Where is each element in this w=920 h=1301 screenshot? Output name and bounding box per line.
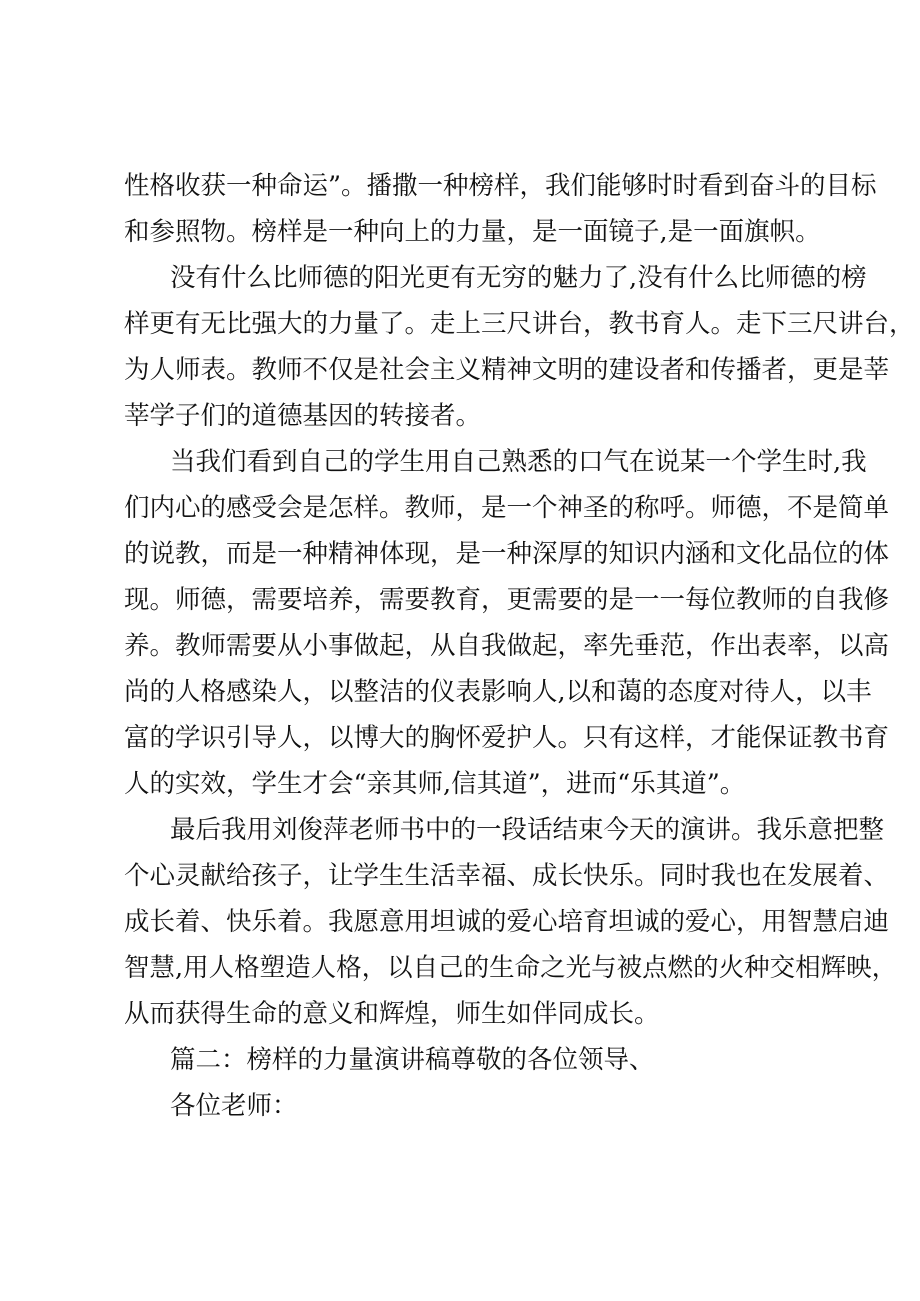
section-heading-line: 篇二：榜样的力量演讲稿尊敬的各位领导、 bbox=[170, 1045, 655, 1075]
text-line-10: 现。师德，需要培养，需要教育，更需要的是一一每位教师的自我修 bbox=[124, 585, 890, 615]
text-line-13: 富的学识引导人，以博大的胸怀爱护人。只有这样，才能保证教书育 bbox=[124, 723, 890, 753]
text-line-4: 样更有无比强大的力量了。走上三尺讲台，教书育人。走下三尺讲台， bbox=[124, 309, 915, 339]
text-line-11: 养。教师需要从小事做起，从自我做起，率先垂范，作出表率，以高 bbox=[124, 631, 890, 661]
text-line-6: 莘学子们的道德基因的转接者。 bbox=[124, 401, 482, 431]
text-line-12: 尚的人格感染人，以整洁的仪表影响人,以和蔼的态度对待人，以丰 bbox=[124, 677, 872, 707]
text-line-5: 为人师表。教师不仅是社会主义精神文明的建设者和传播者，更是莘 bbox=[124, 355, 890, 385]
salutation-line: 各位老师： bbox=[170, 1091, 298, 1121]
text-line-14: 人的实效，学生才会“亲其师,信其道”，进而“乐其道”。 bbox=[124, 769, 746, 799]
text-line-19: 从而获得生命的意义和辉煌，师生如伴同成长。 bbox=[124, 999, 660, 1029]
text-line-1: 性格收获一种命运”。播撒一种榜样，我们能够时时看到奋斗的目标 bbox=[124, 171, 877, 201]
paragraph-start-line: 没有什么比师德的阳光更有无穷的魅力了,没有什么比师德的榜 bbox=[170, 263, 867, 293]
text-line-17: 成长着、快乐着。我愿意用坦诚的爱心培育坦诚的爱心，用智慧启迪 bbox=[124, 907, 890, 937]
paragraph-start-line: 最后我用刘俊萍老师书中的一段话结束今天的演讲。我乐意把整 bbox=[170, 815, 885, 845]
text-line-8: 们内心的感受会是怎样。教师，是一个神圣的称呼。师德，不是简单 bbox=[124, 493, 890, 523]
text-line-18: 智慧,用人格塑造人格，以自己的生命之光与被点燃的火种交相辉映， bbox=[124, 953, 898, 983]
text-line-16: 个心灵献给孩子，让学生生活幸福、成长快乐。同时我也在发展着、 bbox=[124, 861, 890, 891]
paragraph-start-line: 当我们看到自己的学生用自己熟悉的口气在说某一个学生时,我 bbox=[170, 447, 867, 477]
text-line-9: 的说教，而是一种精神体现，是一种深厚的知识内涵和文化品位的体 bbox=[124, 539, 890, 569]
text-line-2: 和参照物。榜样是一种向上的力量，是一面镜子,是一面旗帜。 bbox=[124, 217, 821, 247]
